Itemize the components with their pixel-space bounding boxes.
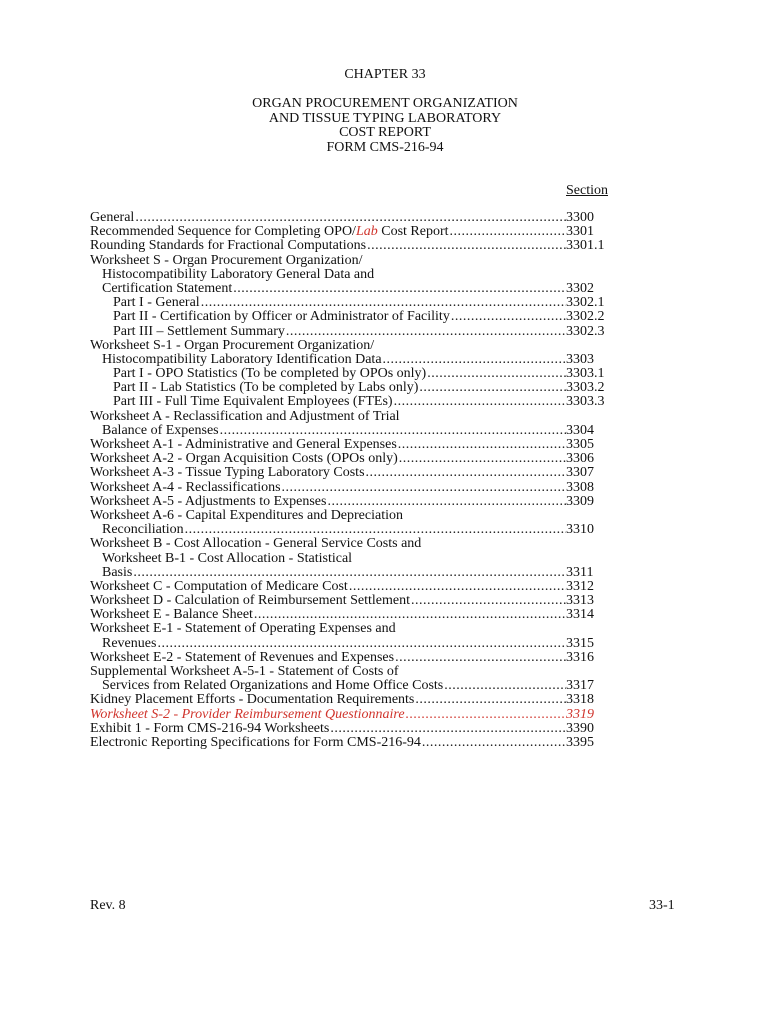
toc-entry-title: Rounding Standards for Fractional Computations <box>90 239 367 254</box>
section-column-heading: Section <box>566 183 608 198</box>
toc-entry-section: 3315 <box>566 637 612 651</box>
toc-entry-title: Part III - Full Time Equivalent Employees (FTEs) <box>113 395 393 410</box>
toc-entry-section: 3302.3 <box>566 325 612 339</box>
toc-entry[interactable] <box>90 466 612 480</box>
toc-entry[interactable] <box>90 736 612 750</box>
toc-entry-section: 3314 <box>566 608 612 622</box>
toc-leader-dots <box>427 367 566 381</box>
page-number: 33-1 <box>649 898 675 913</box>
toc-entry[interactable] <box>90 693 612 707</box>
toc-entry-section: 3390 <box>566 722 612 736</box>
toc-leader-dots <box>201 296 566 310</box>
toc-leader-dots <box>135 211 566 225</box>
table-of-contents <box>90 211 612 750</box>
toc-entry-section: 3304 <box>566 424 612 438</box>
toc-entry-title: Supplemental Worksheet A-5-1 - Statement of Costs of <box>90 665 399 679</box>
form-title <box>0 97 770 155</box>
chapter-heading: CHAPTER 33 <box>344 67 426 82</box>
toc-entry[interactable] <box>90 566 612 580</box>
toc-entry-section: 3300 <box>566 211 612 225</box>
toc-entry-section: 3301 <box>566 225 612 239</box>
toc-entry-title: Histocompatibility Laboratory Identification Data <box>102 352 382 367</box>
toc-entry-title: Kidney Placement Efforts - Documentation Requirements <box>90 693 415 708</box>
toc-entry-title: Worksheet B-1 - Cost Allocation - Statistical <box>102 551 353 566</box>
toc-entry-title: Worksheet B - Cost Allocation - General Service Costs and <box>90 537 422 552</box>
form-title-line: COST REPORT <box>339 125 431 140</box>
toc-entry[interactable] <box>90 395 612 409</box>
toc-entry[interactable] <box>90 651 612 665</box>
toc-entry[interactable] <box>90 495 612 509</box>
toc-entry-heading <box>90 665 612 679</box>
toc-entry-title: Part III – Settlement Summary <box>113 324 285 339</box>
toc-entry-section: 3313 <box>566 594 612 608</box>
toc-entry-title: Worksheet D - Calculation of Reimbursement Settlement <box>90 594 411 609</box>
toc-entry-title <box>90 225 450 239</box>
toc-entry-title: Worksheet S-2 - Provider Reimbursement Questionnaire <box>90 707 405 722</box>
toc-entry-section: 3317 <box>566 679 612 693</box>
toc-entry-title: Exhibit 1 - Form CMS-216-94 Worksheets <box>90 721 330 736</box>
toc-entry-heading <box>90 552 612 566</box>
form-title-line: AND TISSUE TYPING LABORATORY <box>268 110 502 126</box>
toc-entry-title-highlight: Lab <box>355 225 378 240</box>
revision-label: Rev. 8 <box>90 898 126 913</box>
toc-entry-title: Worksheet E-1 - Statement of Operating Expenses and <box>90 622 396 637</box>
toc-leader-dots <box>185 523 566 537</box>
toc-entry-section: 3310 <box>566 523 612 537</box>
toc-entry-section: 3307 <box>566 466 612 480</box>
toc-entry[interactable] <box>90 239 612 253</box>
toc-entry-section: 3303.2 <box>566 381 612 395</box>
toc-entry[interactable] <box>90 282 612 296</box>
toc-entry-title: Histocompatibility Laboratory General Data and <box>102 267 375 282</box>
toc-entry-section: 3309 <box>566 495 612 509</box>
toc-entry[interactable] <box>90 481 612 495</box>
toc-entry-section: 3301.1 <box>566 239 612 253</box>
toc-entry-title: Part I - OPO Statistics (To be completed by OPOs only) <box>113 367 427 382</box>
toc-leader-dots <box>419 381 566 395</box>
toc-entry-title: Worksheet S - Organ Procurement Organization/ <box>90 253 363 268</box>
toc-entry-highlighted[interactable] <box>90 708 612 722</box>
toc-leader-dots <box>451 310 566 324</box>
toc-entry-section: 3308 <box>566 481 612 495</box>
toc-entry-heading <box>90 537 612 551</box>
toc-entry-title: Basis <box>102 565 133 580</box>
toc-entry[interactable] <box>90 580 612 594</box>
toc-entry-section: 3302 <box>566 282 612 296</box>
toc-entry[interactable] <box>90 452 612 466</box>
toc-leader-dots <box>383 353 566 367</box>
toc-entry[interactable] <box>90 594 612 608</box>
toc-entry[interactable] <box>90 225 612 239</box>
toc-entry-title: Worksheet S-1 - Organ Procurement Organization/ <box>90 338 375 353</box>
toc-entry-section: 3302.2 <box>566 310 612 324</box>
toc-entry-title: Part II - Certification by Officer or Administrator of Facility <box>113 310 450 325</box>
toc-entry-title: Worksheet A-5 - Adjustments to Expenses <box>90 494 327 509</box>
toc-entry-section: 3303 <box>566 353 612 367</box>
toc-entry-section: 3319 <box>566 708 612 722</box>
toc-entry[interactable] <box>90 679 612 693</box>
toc-leader-dots <box>411 594 566 608</box>
toc-entry-heading <box>90 339 612 353</box>
toc-leader-dots <box>286 325 566 339</box>
toc-entry-heading <box>90 410 612 424</box>
toc-entry-section: 3302.1 <box>566 296 612 310</box>
toc-leader-dots <box>406 708 566 722</box>
toc-entry[interactable] <box>90 310 612 324</box>
toc-leader-dots <box>444 679 566 693</box>
toc-entry-title: Worksheet A-4 - Reclassifications <box>90 480 281 495</box>
toc-leader-dots <box>233 282 566 296</box>
toc-entry-title: General <box>90 211 135 225</box>
form-title-line: FORM CMS-216-94 <box>326 139 444 155</box>
toc-entry-title: Reconciliation <box>102 523 184 538</box>
toc-entry[interactable] <box>90 523 612 537</box>
toc-entry-title: Services from Related Organizations and Home Office Costs <box>102 679 444 694</box>
toc-entry-heading <box>90 254 612 268</box>
toc-entry-section: 3312 <box>566 580 612 594</box>
toc-entry-title: Part II - Lab Statistics (To be completed by Labs only) <box>113 381 419 396</box>
toc-entry-heading <box>90 509 612 523</box>
toc-entry-title: Worksheet E-2 - Statement of Revenues and Expenses <box>90 650 395 665</box>
toc-entry-title: Worksheet A-6 - Capital Expenditures and Depreciation <box>90 508 403 523</box>
toc-entry-section: 3318 <box>566 693 612 707</box>
toc-entry[interactable] <box>90 353 612 367</box>
toc-entry[interactable] <box>90 637 612 651</box>
toc-entry-section: 3395 <box>566 736 612 750</box>
toc-entry[interactable] <box>90 211 612 225</box>
toc-leader-dots <box>398 438 566 452</box>
toc-leader-dots <box>422 736 566 750</box>
toc-leader-dots <box>395 651 566 665</box>
toc-entry-title: Worksheet A-2 - Organ Acquisition Costs (OPOs only) <box>90 452 398 467</box>
toc-entry-section: 3303.1 <box>566 367 612 381</box>
toc-entry[interactable] <box>90 296 612 310</box>
toc-entry-title: Certification Statement <box>102 281 233 296</box>
toc-leader-dots <box>330 722 566 736</box>
toc-entry-title: Worksheet A-3 - Tissue Typing Laboratory Costs <box>90 466 365 481</box>
toc-entry[interactable] <box>90 722 612 736</box>
form-title-line: ORGAN PROCUREMENT ORGANIZATION <box>252 96 518 111</box>
toc-entry-title: Worksheet A-1 - Administrative and General Expenses <box>90 438 397 452</box>
toc-entry-title-part: Cost Report <box>377 225 449 240</box>
toc-entry-title: Electronic Reporting Specifications for Form CMS-216-94 <box>90 735 421 750</box>
toc-entry-heading <box>90 268 612 282</box>
toc-leader-dots <box>450 225 566 239</box>
toc-entry[interactable] <box>90 424 612 438</box>
toc-leader-dots <box>399 452 566 466</box>
toc-entry[interactable] <box>90 367 612 381</box>
toc-entry-section: 3306 <box>566 452 612 466</box>
toc-leader-dots <box>367 239 566 253</box>
toc-entry[interactable] <box>90 381 612 395</box>
toc-entry-section: 3316 <box>566 651 612 665</box>
toc-entry-section: 3305 <box>566 438 612 452</box>
toc-leader-dots <box>157 637 566 651</box>
toc-entry[interactable] <box>90 438 612 452</box>
toc-leader-dots <box>394 395 566 409</box>
toc-leader-dots <box>327 495 566 509</box>
toc-leader-dots <box>415 693 566 707</box>
toc-entry-title: Worksheet A - Reclassification and Adjustment of Trial <box>90 409 400 424</box>
toc-entry-title: Part I - General <box>113 296 200 311</box>
toc-leader-dots <box>220 424 566 438</box>
toc-entry-title: Worksheet E - Balance Sheet <box>90 608 253 623</box>
toc-entry-title: Revenues <box>102 636 157 651</box>
toc-entry-title: Worksheet C - Computation of Medicare Cost <box>90 579 348 594</box>
toc-leader-dots <box>254 608 566 622</box>
toc-entry-heading <box>90 622 612 636</box>
toc-entry-title: Balance of Expenses <box>102 423 219 438</box>
toc-entry[interactable] <box>90 608 612 622</box>
toc-entry[interactable] <box>90 325 612 339</box>
toc-entry-section: 3303.3 <box>566 395 612 409</box>
toc-entry-title-part: Recommended Sequence for Completing OPO/ <box>90 225 356 240</box>
toc-entry-section: 3311 <box>566 566 612 580</box>
toc-leader-dots <box>349 580 566 594</box>
toc-leader-dots <box>133 566 566 580</box>
toc-leader-dots <box>366 466 566 480</box>
toc-leader-dots <box>282 481 566 495</box>
